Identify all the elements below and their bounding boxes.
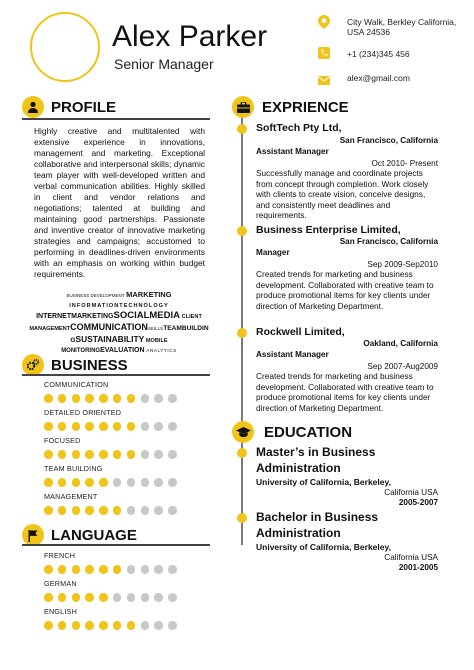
rating-dot-filled	[85, 506, 94, 515]
business-skills-list	[44, 380, 177, 520]
job-entry	[256, 224, 438, 311]
word-cloud-term: SUSTAINABILITY	[75, 334, 145, 344]
business-skill-item	[44, 464, 177, 492]
profile-divider	[22, 118, 210, 120]
word-cloud-term: ANALYTICS	[146, 348, 177, 353]
section-heading-business: BUSINESS	[51, 357, 128, 374]
word-cloud-term: MOBILE	[145, 338, 168, 344]
rating-dot-filled	[44, 506, 53, 515]
rating-dot-filled	[44, 450, 53, 459]
education-degree: Bachelor in Business Administration	[256, 510, 379, 540]
job-location: San Francisco, California	[339, 136, 438, 145]
phone-icon	[318, 46, 330, 64]
job-role: Assistant Manager	[256, 350, 329, 359]
timeline-dot	[237, 448, 247, 458]
word-cloud-term: COMMUNICATION	[70, 322, 148, 332]
rating-dot-filled	[58, 506, 67, 515]
rating-dot-filled	[44, 478, 53, 487]
rating-dot-empty	[154, 621, 163, 630]
rating-dot-empty	[127, 565, 136, 574]
job-location: San Francisco, California	[339, 237, 438, 246]
rating-dot-empty	[168, 593, 177, 602]
rating-dot-filled	[72, 565, 81, 574]
rating-dot-filled	[58, 394, 67, 403]
skill-label: MANAGEMENT	[44, 492, 98, 501]
rating-dot-empty	[168, 422, 177, 431]
rating-dot-empty	[168, 478, 177, 487]
word-cloud-term: INTERNETMARKETING	[36, 313, 114, 320]
profile-photo-placeholder	[30, 12, 100, 82]
job-description: Created trends for marketing and business development. Collaborated with creative team to produce promotional items for key clients under direction of Marketing Department.	[256, 371, 434, 413]
rating-dot-filled	[58, 565, 67, 574]
rating-dot-filled	[58, 450, 67, 459]
skill-rating	[44, 506, 177, 515]
section-heading-education: EDUCATION	[264, 424, 353, 441]
word-cloud-term: INFORMATIONTECHNOLOGY	[69, 303, 169, 309]
language-rating	[44, 621, 177, 630]
section-heading-experience: EXPRIENCE	[262, 99, 349, 116]
user-icon	[22, 96, 44, 118]
rating-dot-filled	[99, 621, 108, 630]
education-entry	[256, 444, 438, 507]
education-school: University of California, Berkeley,	[256, 477, 391, 487]
business-skill-item	[44, 408, 177, 436]
education-degree: Master’s in Business Administration	[256, 445, 376, 475]
rating-dot-empty	[168, 621, 177, 630]
skill-label: FOCUSED	[44, 436, 81, 445]
rating-dot-filled	[72, 478, 81, 487]
rating-dot-empty	[154, 422, 163, 431]
education-entry	[256, 509, 438, 572]
job-company: SoftTech Pty Ltd,	[256, 122, 342, 134]
education-years: 2005-2007	[398, 498, 438, 507]
contact-email[interactable]: alex@gmail.com	[347, 73, 410, 83]
rating-dot-filled	[99, 478, 108, 487]
rating-dot-empty	[154, 506, 163, 515]
rating-dot-filled	[113, 450, 122, 459]
rating-dot-filled	[72, 394, 81, 403]
rating-dot-empty	[127, 593, 136, 602]
business-divider	[22, 374, 210, 376]
rating-dot-filled	[85, 621, 94, 630]
rating-dot-filled	[85, 478, 94, 487]
timeline-dot	[237, 226, 247, 236]
rating-dot-empty	[154, 394, 163, 403]
language-label: GERMAN	[44, 579, 77, 588]
skill-rating	[44, 422, 177, 431]
rating-dot-filled	[44, 593, 53, 602]
profile-summary: Highly creative and multitalented with extensive experience in innovations, management and marketing. Exceptional collaborative and interpersonal skills; dynamic team player with well-developed written and verbal communication abilities. Highly skilled in client and vendor relations and negotiations; talented at building and maintaining good partnerships. Passionate and inventive creator of innovative marketing strategies and campaigns; accustomed to performing in deadlines-driven environments with an emphasis on working within budget requirements.	[34, 126, 205, 279]
skills-word-cloud	[28, 290, 210, 356]
rating-dot-filled	[127, 621, 136, 630]
rating-dot-empty	[141, 422, 150, 431]
rating-dot-filled	[99, 593, 108, 602]
gears-icon	[22, 354, 44, 376]
rating-dot-filled	[72, 621, 81, 630]
rating-dot-filled	[44, 394, 53, 403]
flag-icon	[22, 524, 44, 546]
section-heading-profile: PROFILE	[51, 99, 117, 116]
word-cloud-term: SKILLS	[147, 326, 164, 331]
word-cloud-term: BUSINESS DEVELOPMENT	[66, 293, 125, 298]
word-cloud-term: EVALUATION	[100, 347, 145, 354]
rating-dot-filled	[72, 593, 81, 602]
business-skill-item	[44, 380, 177, 408]
word-cloud-term: MONITORING	[61, 348, 101, 354]
map-marker-icon	[318, 15, 330, 34]
rating-dot-filled	[44, 621, 53, 630]
rating-dot-empty	[168, 565, 177, 574]
timeline-line	[241, 103, 243, 545]
rating-dot-empty	[141, 478, 150, 487]
rating-dot-filled	[113, 621, 122, 630]
word-cloud-term: MANAGEMENT	[29, 326, 71, 332]
rating-dot-empty	[168, 394, 177, 403]
rating-dot-filled	[127, 394, 136, 403]
rating-dot-empty	[168, 450, 177, 459]
section-heading-language: LANGUAGE	[51, 527, 137, 544]
rating-dot-filled	[99, 422, 108, 431]
rating-dot-empty	[154, 593, 163, 602]
rating-dot-filled	[99, 565, 108, 574]
envelope-icon	[318, 72, 330, 90]
rating-dot-filled	[58, 422, 67, 431]
rating-dot-filled	[58, 593, 67, 602]
rating-dot-empty	[168, 506, 177, 515]
rating-dot-filled	[99, 506, 108, 515]
language-label: FRENCH	[44, 551, 76, 560]
contact-address: City Walk, Berkley California, USA 24536	[347, 17, 457, 37]
skill-label: COMMUNICATION	[44, 380, 109, 389]
timeline-dot	[237, 124, 247, 134]
job-description: Successfully manage and coordinate projects from concept through completion. Work closely with clients to create vision, conceive designs, and consistently meet deadlines and requirements.	[256, 168, 429, 220]
timeline-dot	[237, 513, 247, 523]
rating-dot-filled	[85, 422, 94, 431]
rating-dot-filled	[113, 565, 122, 574]
rating-dot-empty	[113, 593, 122, 602]
rating-dot-filled	[113, 422, 122, 431]
rating-dot-filled	[72, 506, 81, 515]
candidate-title: Senior Manager	[114, 56, 214, 72]
graduation-cap-icon	[232, 421, 254, 443]
skill-label: TEAM BUILDING	[44, 464, 103, 473]
skill-label: DETAILED ORIENTED	[44, 408, 122, 417]
rating-dot-empty	[141, 593, 150, 602]
rating-dot-filled	[127, 422, 136, 431]
rating-dot-filled	[44, 422, 53, 431]
word-cloud-term: G	[70, 337, 76, 344]
rating-dot-filled	[127, 450, 136, 459]
business-skill-item	[44, 436, 177, 464]
job-role: Assistant Manager	[256, 147, 329, 156]
rating-dot-filled	[58, 621, 67, 630]
language-item	[44, 551, 177, 579]
rating-dot-filled	[72, 422, 81, 431]
language-list	[44, 551, 177, 635]
job-company: Business Enterprise Limited,	[256, 224, 401, 236]
rating-dot-filled	[44, 565, 53, 574]
rating-dot-empty	[154, 450, 163, 459]
rating-dot-empty	[141, 450, 150, 459]
language-item	[44, 607, 177, 635]
rating-dot-filled	[58, 478, 67, 487]
education-location: California USA	[384, 553, 438, 562]
rating-dot-empty	[127, 478, 136, 487]
rating-dot-empty	[141, 621, 150, 630]
rating-dot-empty	[127, 506, 136, 515]
rating-dot-filled	[85, 593, 94, 602]
word-cloud-term: MARKETING	[126, 290, 172, 299]
job-entry	[256, 326, 438, 413]
job-description: Created trends for marketing and business development. Collaborated with creative team to produce promotional items for key clients under direction of Marketing Department.	[256, 269, 434, 311]
rating-dot-filled	[85, 450, 94, 459]
rating-dot-filled	[113, 506, 122, 515]
language-rating	[44, 593, 177, 602]
candidate-name: Alex Parker	[112, 20, 268, 53]
briefcase-icon	[232, 96, 254, 118]
education-school: University of California, Berkeley,	[256, 542, 391, 552]
rating-dot-empty	[113, 478, 122, 487]
skill-rating	[44, 450, 177, 459]
skill-rating	[44, 394, 177, 403]
contact-phone[interactable]: +1 (234)345 456	[347, 49, 410, 59]
rating-dot-filled	[113, 394, 122, 403]
word-cloud-term: TEAMBUILDIN	[163, 325, 209, 332]
job-role: Manager	[256, 248, 290, 257]
skill-rating	[44, 478, 177, 487]
language-item	[44, 579, 177, 607]
rating-dot-filled	[99, 394, 108, 403]
rating-dot-filled	[99, 450, 108, 459]
education-years: 2001-2005	[398, 563, 438, 572]
rating-dot-filled	[72, 450, 81, 459]
rating-dot-filled	[85, 565, 94, 574]
language-divider	[22, 544, 210, 546]
job-dates: Sep 2009-Sep2010	[367, 260, 438, 269]
rating-dot-empty	[154, 565, 163, 574]
job-dates: Sep 2007-Aug2009	[367, 362, 438, 371]
rating-dot-empty	[154, 478, 163, 487]
business-skill-item	[44, 492, 177, 520]
job-location: Oakland, California	[363, 339, 438, 348]
timeline-dot	[237, 328, 247, 338]
language-rating	[44, 565, 177, 574]
rating-dot-empty	[141, 565, 150, 574]
job-company: Rockwell Limited,	[256, 326, 345, 338]
word-cloud-term: SOCIALMEDIA	[113, 310, 180, 321]
education-location: California USA	[384, 488, 438, 497]
job-entry	[256, 122, 438, 221]
rating-dot-empty	[141, 394, 150, 403]
word-cloud-term: CLIENT	[181, 314, 202, 320]
language-label: ENGLISH	[44, 607, 77, 616]
job-dates: Oct 2010- Present	[371, 159, 438, 168]
rating-dot-empty	[141, 506, 150, 515]
rating-dot-filled	[85, 394, 94, 403]
